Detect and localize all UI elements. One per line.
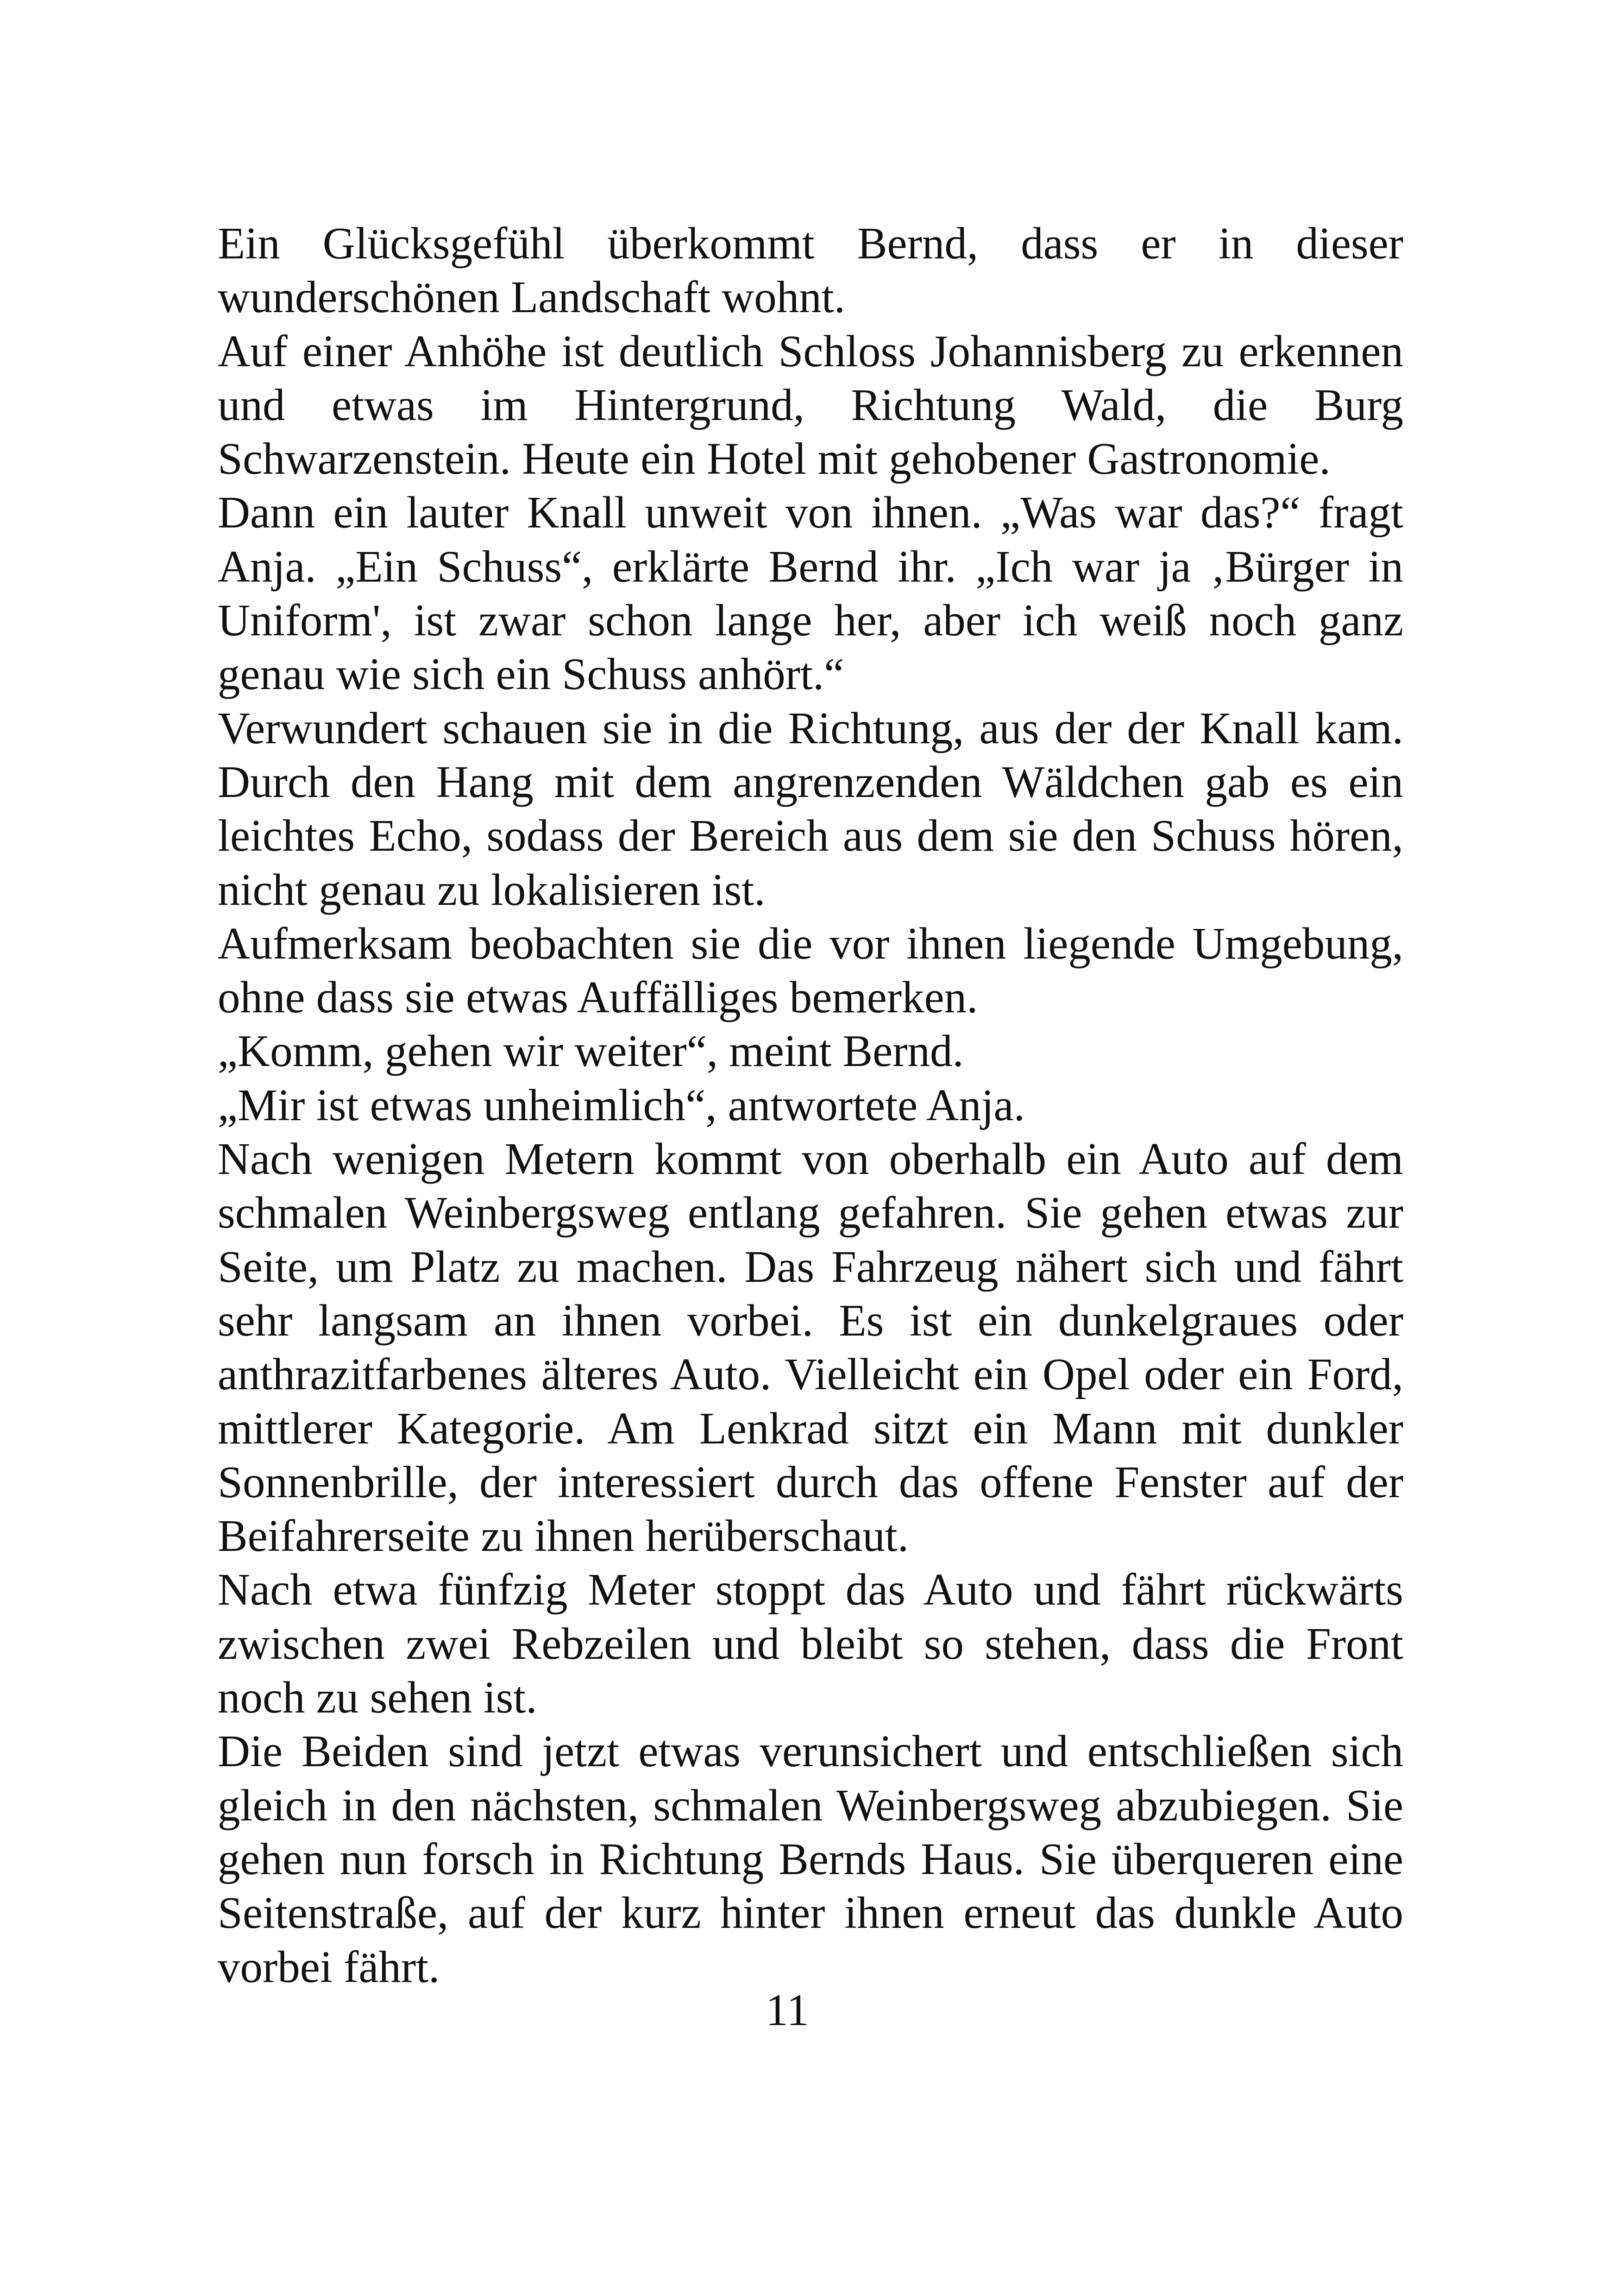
paragraph: Auf einer Anhöhe ist deutlich Schloss Johannisberg zu erkennen und etwas im Hintergrund, Richtung Wald, die Burg Schwarzenstein. Heute ein Hotel mit gehobener Gastronomie. [218,326,1403,484]
page-number: 11 [766,1985,809,2035]
paragraph: Aufmerksam beobachten sie die vor ihnen liegende Umgebung, ohne dass sie etwas Auffälliges bemerken. [218,918,1403,1023]
paragraph: Nach etwa fünfzig Meter stoppt das Auto und fährt rückwärts zwischen zwei Rebzeilen und bleibt so stehen, dass die Front noch zu sehen ist. [218,1565,1403,1723]
paragraph: Verwundert schauen sie in die Richtung, aus der der Knall kam. Durch den Hang mit dem angrenzenden Wäldchen gab es ein leichtes Echo, sodass der Bereich aus dem sie den Schuss hören, nicht genau zu lokalisieren ist. [218,703,1403,915]
body-text [218,217,1403,1994]
paragraph: Die Beiden sind jetzt etwas verunsichert und entschließen sich gleich in den nächsten, schmalen Weinbergsweg abzubiegen. Sie gehen nun forsch in Richtung Bernds Haus. Sie überqueren eine Seitenstraße, auf der kurz hinter ihnen erneut das dunkle Auto vorbei fährt. [218,1726,1403,1992]
paragraph: „Komm, gehen wir weiter“, meint Bernd. [218,1026,964,1076]
paragraph: „Mir ist etwas unheimlich“, antwortete Anja. [218,1080,1025,1130]
paragraph: Nach wenigen Metern kommt von oberhalb ein Auto auf dem schmalen Weinbergsweg entlang gefahren. Sie gehen etwas zur Seite, um Platz zu machen. Das Fahrzeug nähert sich und fährt sehr langsam an ihnen vorbei. Es ist ein dunkelgraues oder anthrazitfarbenes älteres Auto. Vielleicht ein Opel oder ein Ford, mittlerer Kategorie. Am Lenkrad sitzt ein Mann mit dunkler Sonnenbrille, der interessiert durch das offene Fenster auf der Beifahrerseite zu ihnen herüberschaut. [218,1134,1403,1561]
paragraph: Dann ein lauter Knall unweit von ihnen. „Was war das?“ fragt Anja. „Ein Schuss“, erklärte Bernd ihr. „Ich war ja ‚Bürger in Uniform', ist zwar schon lange her, aber ich weiß noch ganz genau wie sich ein Schuss anhört.“ [218,488,1403,699]
paragraph: Ein Glücksgefühl überkommt Bernd, dass er in dieser wunderschönen Landschaft wohnt. [218,219,1403,322]
